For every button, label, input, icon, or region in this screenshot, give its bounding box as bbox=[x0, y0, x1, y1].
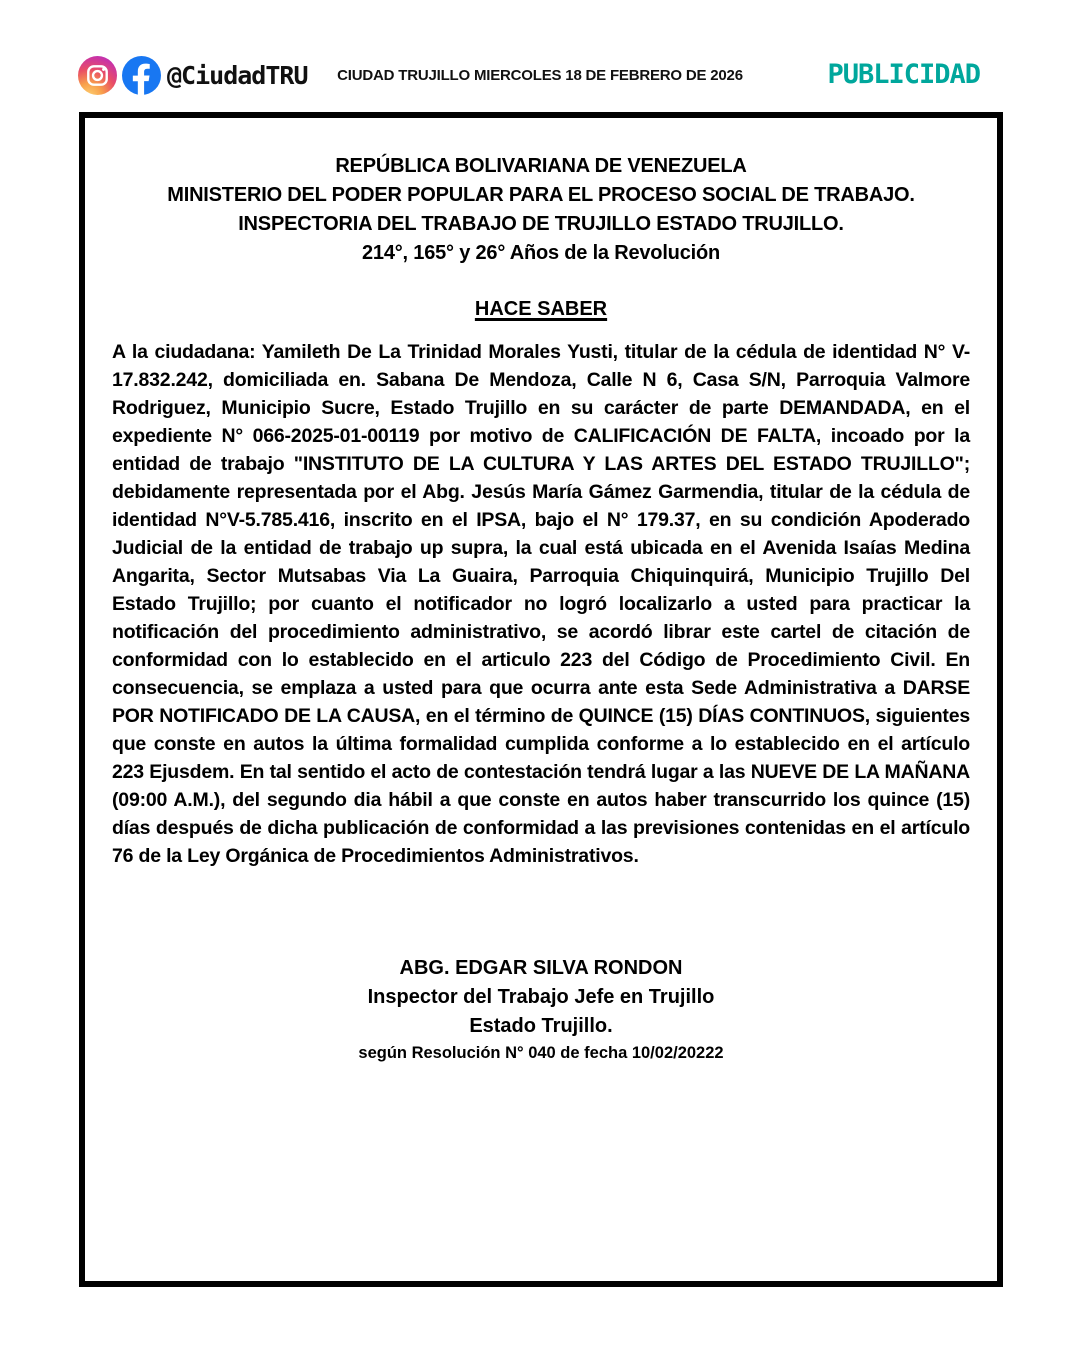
signature-block bbox=[112, 954, 970, 1065]
social-handle: @CiudadTRU bbox=[167, 61, 308, 90]
legal-notice-frame bbox=[79, 112, 1003, 1287]
notice-subject-heading-text: HACE SABER bbox=[474, 298, 608, 320]
notice-body-paragraph: A la ciudadana: Yamileth De La Trinidad Morales Yusti, titular de la cédula de identidad N° V- 17.832.242, domiciliada en. Sabana De Mendoza, Calle N 6, Casa S/N, Parroquia Valmore Rodriguez, Municipio Sucre, Estado Trujillo en su carácter de parte DEMANDADA, en el expediente N° 066-2025-01-00119 por motivo de CALIFICACIÓN DE FALTA, incoado por la entidad de trabajo "INSTITUTO DE LA CULTURA Y LAS ARTES DEL ESTADO TRUJILLO"; debidamente representada por el Abg. Jesús María Gámez Garmendia, titular de la cédula de identidad N°V-5.785.416, inscrito en el IPSA, bajo el N° 179.37, en su condición Apoderado Judicial de la entidad de trabajo up supra, la cual está ubicada en el Avenida Isaías Medina Angarita, Sector Mutsabas Via La Guaira, Parroquia Chiquinquirá, Municipio Trujillo Del Estado Trujillo; por cuanto el notificador no logró localizarlo a usted para practicar la notificación del procedimiento administrativo, se acordó librar este cartel de citación de conformidad con lo establecido en el articulo 223 del Código de Procedimiento Civil. En consecuencia, se emplaza a usted para que ocurra ante esta Sede Administrativa a DARSE POR NOTIFICADO DE LA CAUSA, en el término de QUINCE (15) DÍAS CONTINUOS, siguientes que conste en autos la última formalidad cumplida conforme a lo establecido en el artículo 223 Ejusdem. En tal sentido el acto de contestación tendrá lugar a las NUEVE DE LA MAÑANA (09:00 A.M.), del segundo dia hábil a que conste en autos haber transcurrido los quince (15) días después de dicha publicación de conformidad a las previsiones contenidas en el artículo 76 de la Ley Orgánica de Procedimientos Administrativos. bbox=[112, 341, 970, 867]
notice-title-line-2: MINISTERIO DEL PODER POPULAR PARA EL PROCESO SOCIAL DE TRABAJO. bbox=[167, 184, 915, 206]
signatory-title: Inspector del Trabajo Jefe en Trujillo bbox=[367, 986, 715, 1008]
signatory-name: ABG. EDGAR SILVA RONDON bbox=[399, 957, 683, 979]
notice-subject-heading bbox=[112, 295, 970, 324]
instagram-icon bbox=[78, 56, 117, 95]
publicidad-label: PUBLICIDAD bbox=[827, 59, 980, 90]
facebook-icon bbox=[122, 56, 161, 95]
signatory-resolution: según Resolución N° 040 de fecha 10/02/20222 bbox=[358, 1044, 724, 1062]
notice-title-line-1: REPÚBLICA BOLIVARIANA DE VENEZUELA bbox=[335, 155, 747, 177]
signatory-region: Estado Trujillo. bbox=[469, 1015, 613, 1037]
notice-title-line-3: INSPECTORIA DEL TRABAJO DE TRUJILLO ESTADO TRUJILLO. bbox=[238, 213, 844, 235]
notice-title-line-4: 214°, 165° y 26° Años de la Revolución bbox=[361, 242, 721, 264]
edition-dateline: CIUDAD TRUJILLO MIERCOLES 18 DE FEBRERO DE 2026 bbox=[337, 67, 743, 84]
